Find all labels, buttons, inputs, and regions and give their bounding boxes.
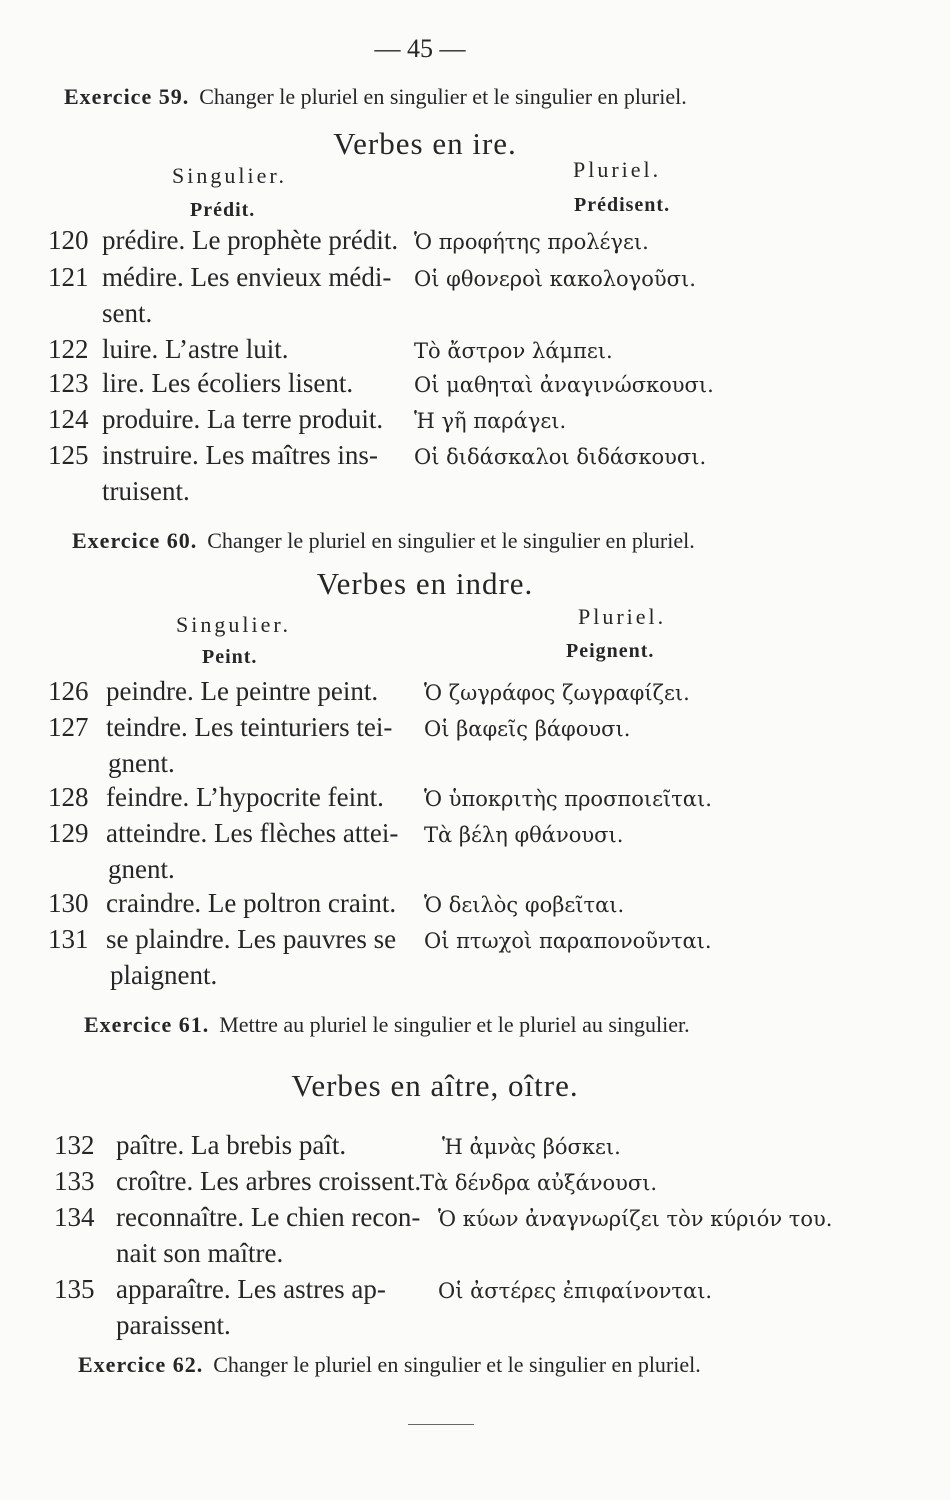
- row-number: 121: [48, 262, 89, 292]
- greek-sentence: Οἱ μαθηταὶ ἀναγινώσκουσι.: [414, 373, 714, 397]
- exercise-59-instruction: [64, 84, 687, 110]
- exercise-text: Mettre au pluriel le singulier et le pluriel au singulier.: [219, 1012, 690, 1037]
- row-number: 135: [54, 1274, 95, 1304]
- exercise-62-instruction: [78, 1352, 701, 1378]
- column-plural-label: Pluriel.: [578, 604, 667, 629]
- row-number: 131: [48, 924, 89, 954]
- row-number: 132: [54, 1130, 95, 1160]
- verb-row: [0, 676, 950, 712]
- french-sentence: craindre. Le poltron craint.: [106, 888, 397, 918]
- greek-sentence: Τὰ βέλη φθάνουσι.: [424, 823, 624, 847]
- greek-sentence: Ὁ ζωγράφος ζωγραφίζει.: [424, 681, 690, 705]
- row-number: 125: [48, 440, 89, 470]
- verb-row: [0, 1130, 950, 1166]
- greek-sentence: Οἱ βαφεῖς βάφουσι.: [424, 717, 631, 741]
- row-number: 134: [54, 1202, 95, 1232]
- french-sentence: reconnaître. Le chien recon-: [116, 1202, 421, 1232]
- exercise-60-instruction: [72, 528, 695, 554]
- verb-row: [0, 712, 950, 748]
- footer-divider: [408, 1424, 474, 1425]
- verb-row: [0, 1202, 950, 1238]
- french-continuation: gnent.: [108, 748, 175, 778]
- page-number: — 45 —: [374, 34, 466, 63]
- verb-row: [0, 818, 950, 854]
- verb-row: [0, 404, 950, 440]
- singular-example: Prédit.: [190, 199, 256, 221]
- french-sentence: produire. La terre produit.: [102, 404, 384, 434]
- row-number: 133: [54, 1166, 95, 1196]
- verb-row: [0, 782, 950, 818]
- exercise-text: Changer le pluriel en singulier et le singulier en pluriel.: [213, 1352, 701, 1377]
- exercise-label: Exercice 59.: [64, 84, 190, 109]
- column-singular-label: Singulier.: [172, 163, 287, 188]
- greek-sentence: Ὁ ὑποκριτὴς προσποιεῖται.: [424, 787, 712, 811]
- exercise-61-instruction: [84, 1012, 690, 1038]
- greek-sentence: Ὁ δειλὸς φοβεῖται.: [424, 893, 625, 917]
- french-sentence: médire. Les envieux médi-: [102, 262, 392, 292]
- french-sentence: croître. Les arbres croissent.: [116, 1166, 422, 1196]
- greek-sentence: Οἱ φθονεροὶ κακολογοῦσι.: [414, 267, 696, 291]
- french-sentence: feindre. L’hypocrite feint.: [106, 782, 384, 812]
- greek-sentence: Οἱ ἀστέρες ἐπιφαίνονται.: [438, 1279, 713, 1303]
- row-number: 130: [48, 888, 89, 918]
- french-continuation: truisent.: [102, 476, 190, 506]
- verb-row: [0, 262, 950, 298]
- exercise-label: Exercice 62.: [78, 1352, 204, 1377]
- verb-row: [0, 368, 950, 404]
- verb-row: [0, 1166, 950, 1202]
- row-number: 128: [48, 782, 89, 812]
- greek-sentence: Οἱ διδάσκαλοι διδάσκουσι.: [414, 445, 707, 469]
- verb-row: [0, 1274, 950, 1310]
- greek-sentence: Οἱ πτωχοὶ παραπονοῦνται.: [424, 929, 712, 953]
- row-number: 123: [48, 368, 89, 398]
- section-title: Verbes en indre.: [316, 566, 534, 601]
- column-singular-label: Singulier.: [176, 612, 291, 637]
- row-number: 122: [48, 334, 89, 364]
- verb-row: [0, 888, 950, 924]
- french-continuation: paraissent.: [116, 1310, 231, 1340]
- singular-example: Peint.: [202, 646, 258, 668]
- row-number: 129: [48, 818, 89, 848]
- exercise-label: Exercice 61.: [84, 1012, 210, 1037]
- plural-example: Peignent.: [566, 640, 655, 662]
- french-sentence: instruire. Les maîtres ins-: [102, 440, 378, 470]
- row-number: 127: [48, 712, 89, 742]
- column-plural-label: Pluriel.: [573, 157, 662, 182]
- verb-row: [0, 440, 950, 476]
- french-sentence: teindre. Les teinturiers tei-: [106, 712, 393, 742]
- greek-sentence: Ἡ ἀμνὰς βόσκει.: [442, 1135, 621, 1159]
- french-sentence: atteindre. Les flèches attei-: [106, 818, 399, 848]
- french-continuation: plaignent.: [110, 960, 218, 990]
- exercise-text: Changer le pluriel en singulier et le singulier en pluriel.: [199, 84, 687, 109]
- french-sentence: lire. Les écoliers lisent.: [102, 368, 354, 398]
- plural-example: Prédisent.: [574, 194, 671, 216]
- french-sentence: paître. La brebis paît.: [116, 1130, 347, 1160]
- exercise-text: Changer le pluriel en singulier et le singulier en pluriel.: [207, 528, 695, 553]
- section-title: Verbes en aître, oître.: [291, 1068, 579, 1103]
- french-sentence: peindre. Le peintre peint.: [106, 676, 379, 706]
- french-continuation: sent.: [102, 298, 153, 328]
- exercise-label: Exercice 60.: [72, 528, 198, 553]
- french-sentence: luire. L’astre luit.: [102, 334, 289, 364]
- french-sentence: se plaindre. Les pauvres se: [106, 924, 397, 954]
- row-number: 126: [48, 676, 89, 706]
- row-number: 124: [48, 404, 89, 434]
- verb-row: [0, 334, 950, 370]
- french-continuation: gnent.: [108, 854, 175, 884]
- french-sentence: prédire. Le prophète prédit.: [102, 225, 399, 255]
- french-continuation: nait son maître.: [116, 1238, 284, 1268]
- verb-row: [0, 225, 950, 261]
- row-number: 120: [48, 225, 89, 255]
- section-title: Verbes en ire.: [333, 126, 517, 161]
- greek-sentence: Τὰ δένδρα αὐξάνουσι.: [420, 1171, 658, 1195]
- greek-sentence: Τὸ ἄστρον λάμπει.: [414, 339, 613, 363]
- greek-sentence: Ἡ γῆ παράγει.: [414, 409, 567, 433]
- french-sentence: apparaître. Les astres ap-: [116, 1274, 386, 1304]
- verb-row: [0, 924, 950, 960]
- greek-sentence: Ὁ προφήτης προλέγει.: [414, 230, 649, 254]
- greek-sentence: Ὁ κύων ἀναγνωρίζει τὸν κύριόν του.: [438, 1207, 833, 1231]
